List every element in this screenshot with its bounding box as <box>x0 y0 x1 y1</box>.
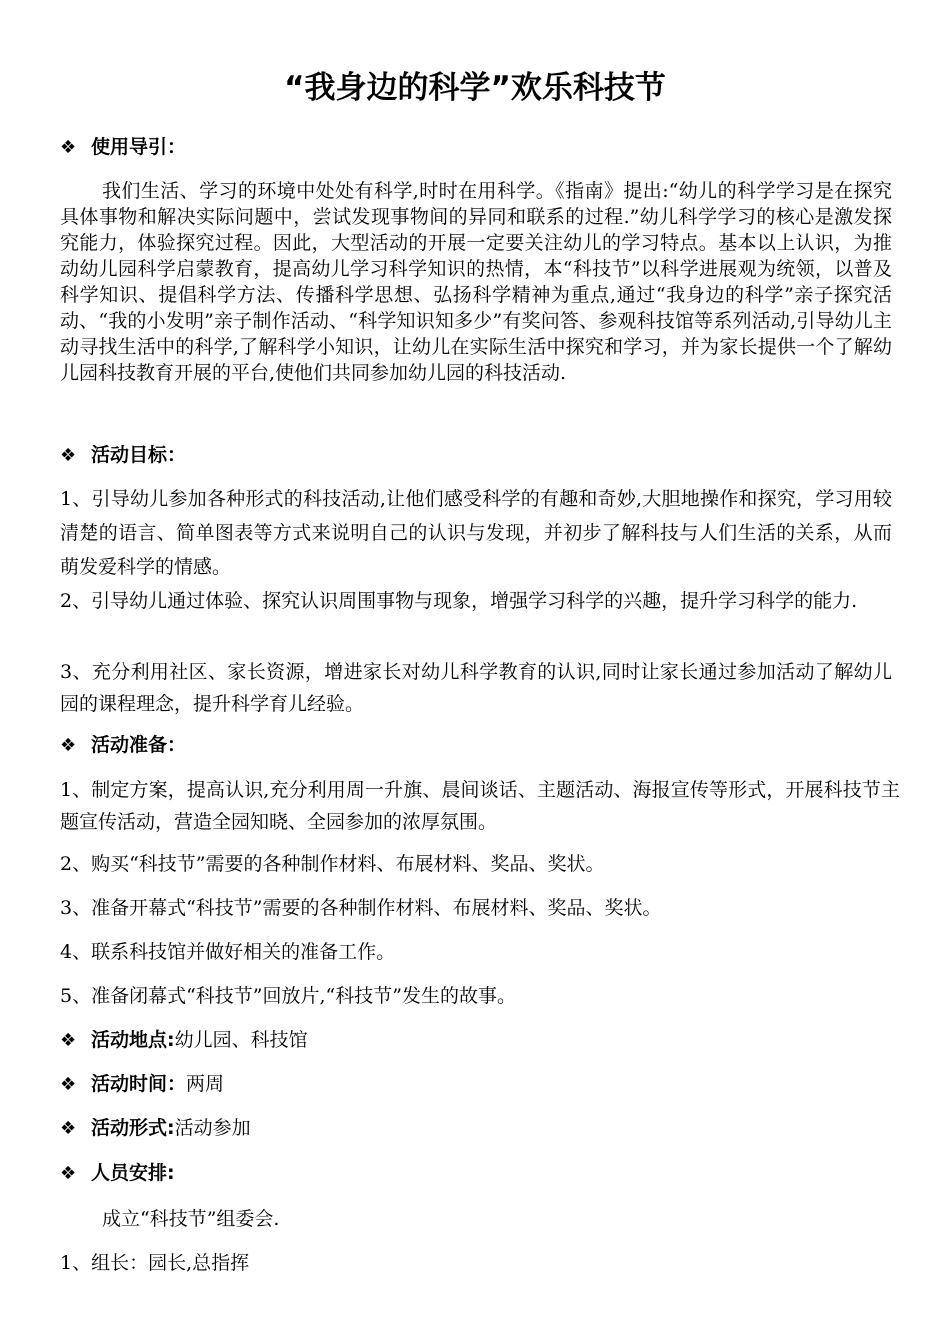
diamond-bullet-icon: ❖ <box>60 1163 77 1184</box>
preparation-item-2: 2、购买“科技节”需要的各种制作材料、布展材料、奖品、奖状。 <box>60 853 605 875</box>
preparation-item-1: 1、制定方案，提高认识,充分利用周一升旗、晨间谈话、主题活动、海报宣传等形式，开展科技节主题宣传活动，营造全园知晓、全园参加的浓厚氛围。 <box>60 779 900 833</box>
guide-paragraph: 我们生活、学习的环境中处处有科学,时时在用科学。《指南》提出:“幼儿的科学学习是在探究具体事物和解决实际问题中，尝试发现事物间的异同和联系的过程.”幼儿科学学习的核心是激发探究能力，体验探究过程。因此，大型活动的开展一定要关注幼儿的学习特点。基本以上认识，为推动幼儿园科学启蒙教育，提高幼儿学习科学知识的热情，本“科技节”以科学进展观为统领，以普及科学知识、提倡科学方法、传播科学思想、弘扬科学精神为重点,通过“我身边的科学”亲子探究活动、“我的小发明”亲子制作活动、“科学知识知多少”有奖问答、参观科技馆等系列活动,引导幼儿主动寻找生活中的科学,了解科学小知识，让幼儿在实际生活中探究和学习，并为家长提供一个了解幼儿园科技教育开展的平台,使他们共同参加幼儿园的科技活动. <box>60 180 892 384</box>
section-heading-staffing <box>60 1158 175 1188</box>
document-title: “我身边的科学”欢乐科技节 <box>284 70 666 106</box>
diamond-bullet-icon: ❖ <box>60 445 77 466</box>
diamond-bullet-icon: ❖ <box>60 1074 77 1095</box>
time-label: 活动时间： <box>91 1073 187 1095</box>
time-value: 两周 <box>186 1073 225 1095</box>
staffing-intro: 成立“科技节”组委会. <box>102 1208 280 1230</box>
diamond-bullet-icon: ❖ <box>60 1030 77 1051</box>
section-heading-objectives <box>60 440 186 470</box>
form-line <box>60 1113 251 1143</box>
staffing-heading: 人员安排: <box>91 1162 175 1184</box>
form-label: 活动形式: <box>91 1117 175 1139</box>
guide-heading: 使用导引： <box>91 136 187 158</box>
objective-item-2: 2、引导幼儿通过体验、探究认识周围事物与现象，增强学习科学的兴趣，提升学习科学的能力. <box>60 590 858 612</box>
location-label: 活动地点: <box>91 1029 175 1051</box>
section-heading-preparation <box>60 730 186 760</box>
preparation-item-3: 3、准备开幕式“科技节”需要的各种制作材料、布展材料、奖品、奖状。 <box>60 897 662 919</box>
objective-item-1: 1、引导幼儿参加各种形式的科技活动,让他们感受科学的有趣和奇妙,大胆地操作和探究，学习用较清楚的语言、简单图表等方式来说明自己的认识与发现，并初步了解科技与人们生活的关系，从而萌发爱科学的情感。 <box>60 488 892 578</box>
time-line <box>60 1069 224 1099</box>
diamond-bullet-icon: ❖ <box>60 137 77 158</box>
preparation-item-4: 4、联系科技馆并做好相关的准备工作。 <box>60 941 396 963</box>
preparation-item-5: 5、准备闭幕式“科技节”回放片,“科技节”发生的故事。 <box>60 985 516 1007</box>
location-line <box>60 1025 308 1055</box>
location-value: 幼儿园、科技馆 <box>174 1029 308 1051</box>
preparation-heading: 活动准备： <box>91 734 187 756</box>
section-heading-guide <box>60 132 186 162</box>
diamond-bullet-icon: ❖ <box>60 735 77 756</box>
diamond-bullet-icon: ❖ <box>60 1118 77 1139</box>
objective-item-3: 3、充分利用社区、家长资源，增进家长对幼儿科学教育的认识,同时让家长通过参加活动了解幼儿园的课程理念，提升科学育儿经验。 <box>60 661 892 715</box>
objectives-heading: 活动目标： <box>91 444 187 466</box>
staffing-item-1: 1、组长：园长,总指挥 <box>60 1252 250 1274</box>
form-value: 活动参加 <box>174 1117 251 1139</box>
